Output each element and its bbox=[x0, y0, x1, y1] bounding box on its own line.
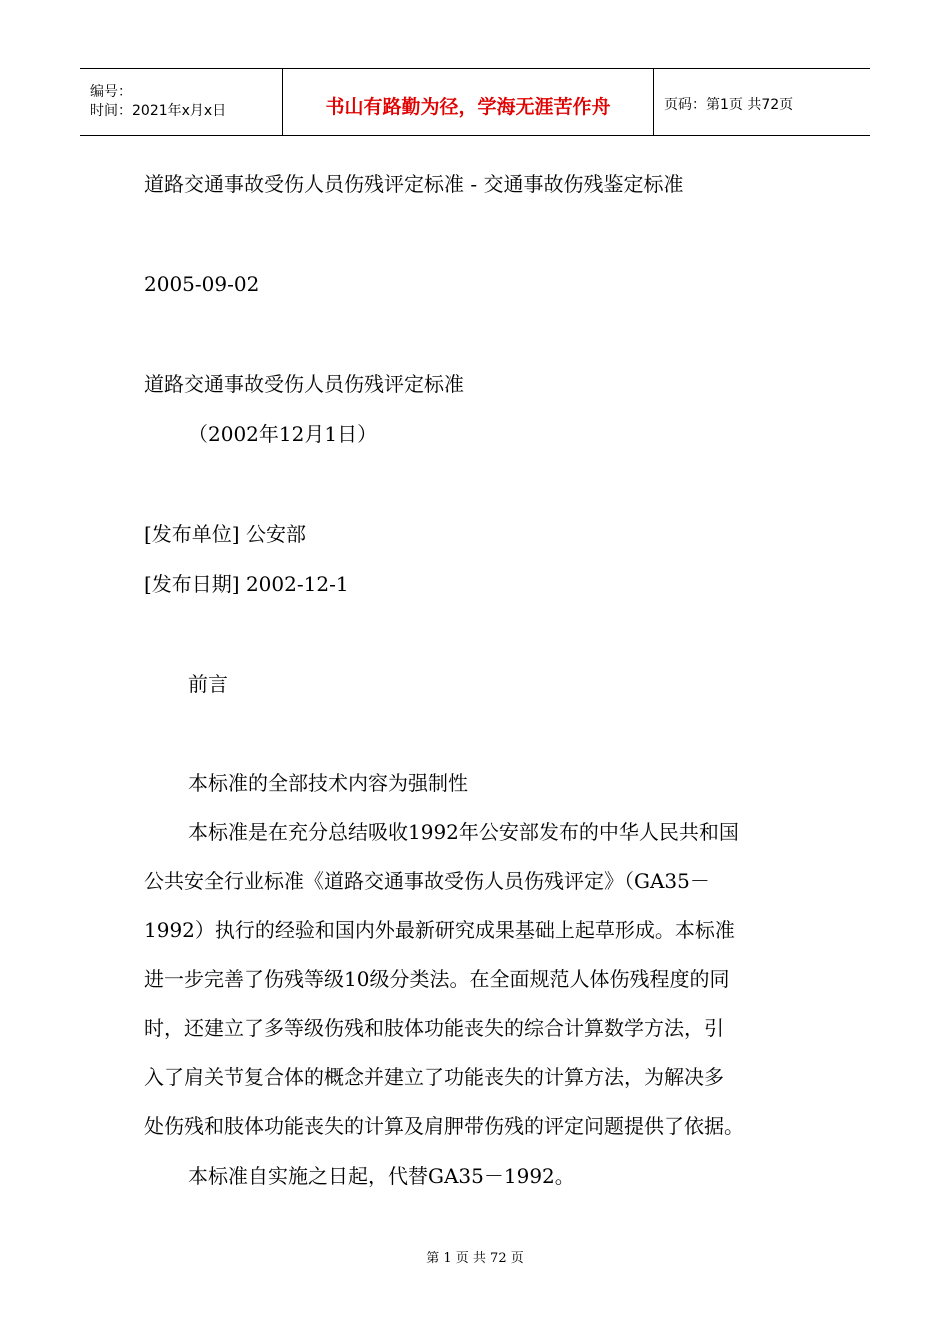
publish-date-line: [发布日期] 2002-12-1 bbox=[144, 572, 349, 596]
paragraph-line: 进一步完善了伤残等级10级分类法。在全面规范人体伤残程度的同 bbox=[144, 967, 730, 991]
paragraph-line: 入了肩关节复合体的概念并建立了功能丧失的计算方法，为解决多 bbox=[144, 1065, 724, 1089]
header-page-info: 页码：第1页 共72页 bbox=[664, 97, 794, 113]
paragraph-line: 本标准的全部技术内容为强制性 bbox=[188, 771, 468, 795]
paragraph-line: 本标准自实施之日起，代替GA35－1992。 bbox=[188, 1164, 575, 1188]
section-heading: 前言 bbox=[188, 672, 228, 696]
paragraph-line: 本标准是在充分总结吸收1992年公安部发布的中华人民共和国 bbox=[188, 820, 739, 844]
page-header bbox=[80, 68, 870, 136]
document-subtitle-date: （2002年12月1日） bbox=[188, 422, 378, 446]
publisher-line: [发布单位] 公安部 bbox=[144, 522, 306, 546]
document-time-label: 时间：2021年x月x日 bbox=[90, 103, 227, 119]
paragraph-line: 时，还建立了多等级伤残和肢体功能丧失的综合计算数学方法，引 bbox=[144, 1016, 724, 1040]
paragraph-line: 1992）执行的经验和国内外最新研究成果基础上起草形成。本标准 bbox=[144, 918, 735, 942]
paragraph-line: 公共安全行业标准《道路交通事故受伤人员伤残评定》（GA35－ bbox=[144, 869, 710, 893]
document-subtitle: 道路交通事故受伤人员伤残评定标准 bbox=[144, 372, 464, 396]
page-footer: 第 1 页 共 72 页 bbox=[426, 1251, 524, 1266]
document-date: 2005-09-02 bbox=[144, 272, 260, 296]
header-meta bbox=[80, 69, 282, 135]
document-number-label: 编号： bbox=[90, 84, 132, 100]
header-motto: 书山有路勤为径，学海无涯苦作舟 bbox=[282, 69, 654, 135]
document-title: 道路交通事故受伤人员伤残评定标准 - 交通事故伤残鉴定标准 bbox=[144, 172, 684, 196]
paragraph-line: 处伤残和肢体功能丧失的计算及肩胛带伤残的评定问题提供了依据。 bbox=[144, 1114, 744, 1138]
